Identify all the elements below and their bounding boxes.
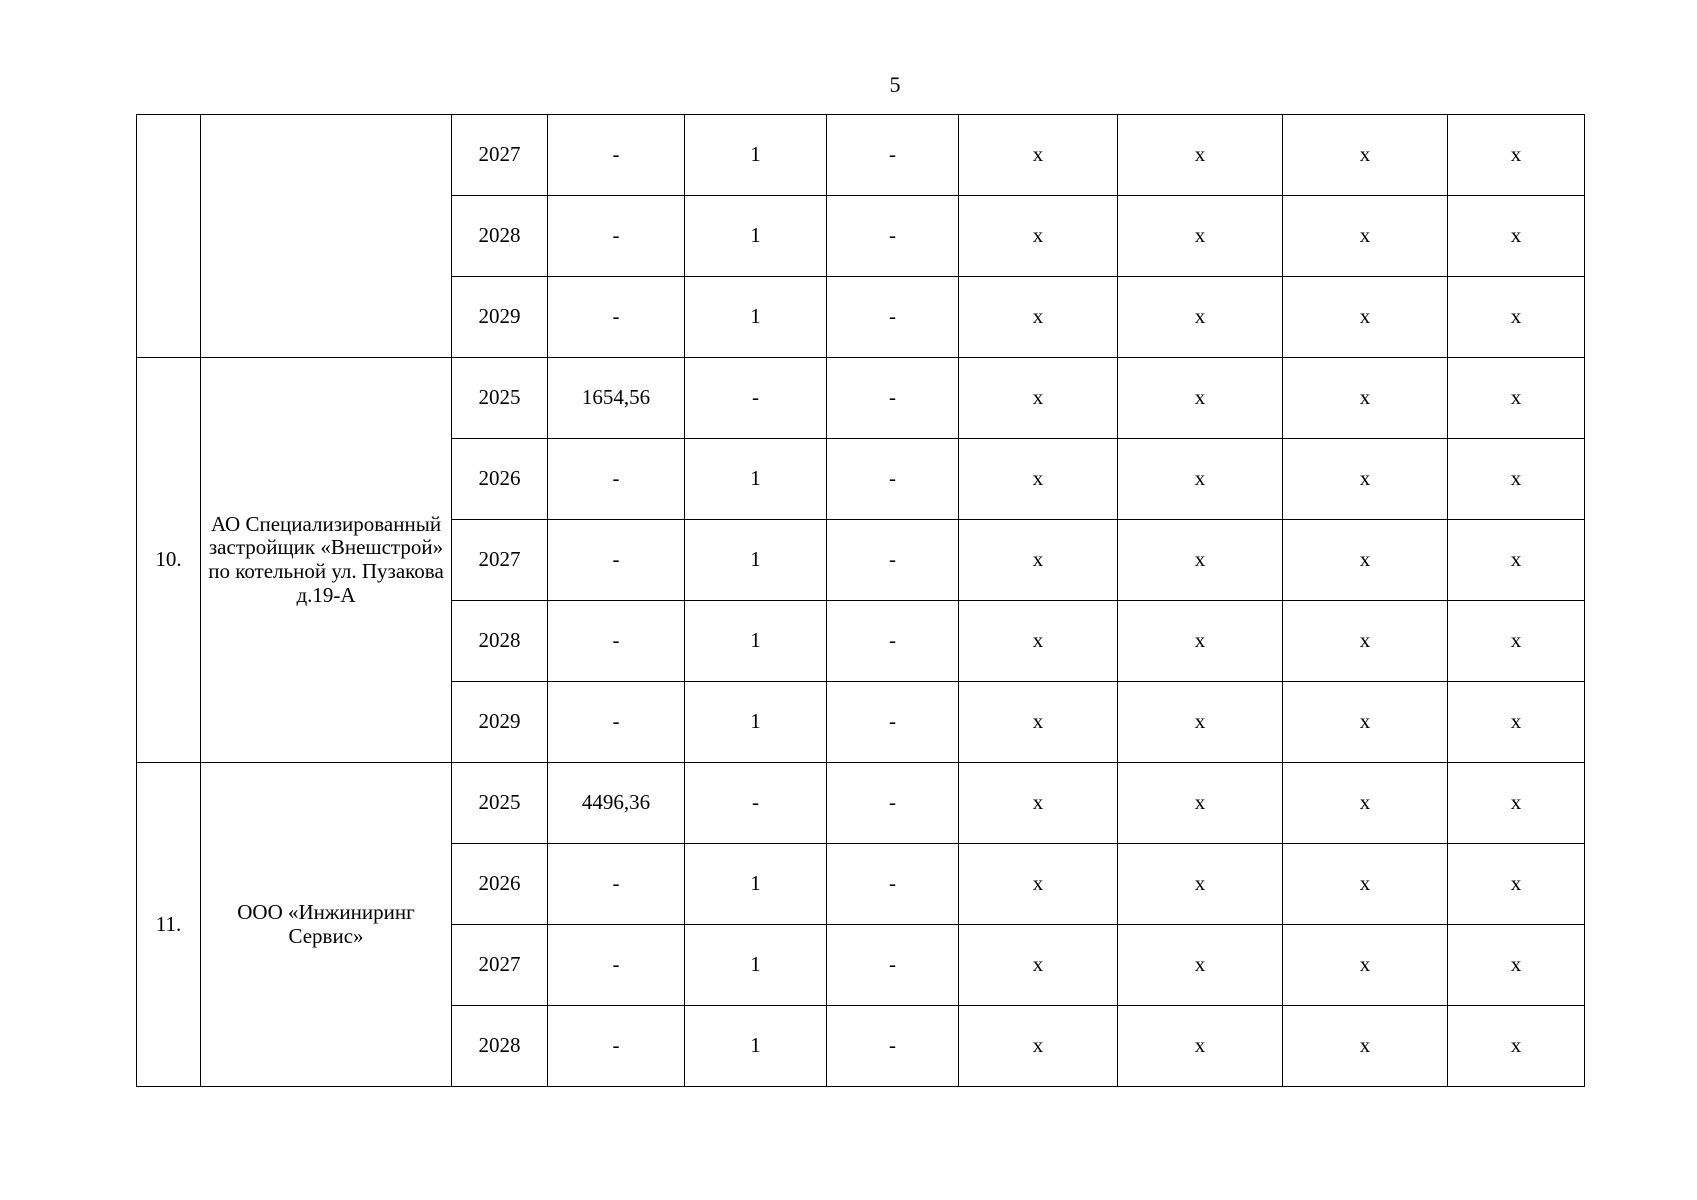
value-cell-c1: - bbox=[548, 520, 685, 601]
value-cell-c3: - bbox=[827, 277, 959, 358]
year-cell: 2025 bbox=[452, 763, 548, 844]
value-cell-c5: x bbox=[1118, 520, 1283, 601]
value-cell-c6: x bbox=[1283, 601, 1448, 682]
table-row bbox=[137, 115, 1585, 196]
value-cell-c4: x bbox=[959, 115, 1118, 196]
value-cell-c5: x bbox=[1118, 925, 1283, 1006]
value-cell-c7: x bbox=[1448, 115, 1585, 196]
value-cell-c4: x bbox=[959, 844, 1118, 925]
value-cell-c5: x bbox=[1118, 115, 1283, 196]
year-cell: 2026 bbox=[452, 844, 548, 925]
page-number: 5 bbox=[889, 72, 901, 97]
value-cell-c4: x bbox=[959, 1006, 1118, 1087]
value-cell-c6: x bbox=[1283, 115, 1448, 196]
value-cell-c4: x bbox=[959, 196, 1118, 277]
value-cell-c1: - bbox=[548, 601, 685, 682]
year-cell: 2028 bbox=[452, 196, 548, 277]
value-cell-c2: 1 bbox=[685, 925, 827, 1006]
value-cell-c6: x bbox=[1283, 1006, 1448, 1087]
value-cell-c2: 1 bbox=[685, 682, 827, 763]
value-cell-c7: x bbox=[1448, 682, 1585, 763]
value-cell-c4: x bbox=[959, 925, 1118, 1006]
value-cell-c2: 1 bbox=[685, 196, 827, 277]
value-cell-c6: x bbox=[1283, 439, 1448, 520]
year-cell: 2029 bbox=[452, 682, 548, 763]
row-number-cell bbox=[137, 115, 201, 358]
value-cell-c6: x bbox=[1283, 844, 1448, 925]
organization-cell: АО Специализированный застройщик «Внешстрой» по котельной ул. Пузакова д.19-А bbox=[201, 358, 452, 763]
year-cell: 2029 bbox=[452, 277, 548, 358]
value-cell-c3: - bbox=[827, 844, 959, 925]
value-cell-c2: 1 bbox=[685, 439, 827, 520]
value-cell-c1: - bbox=[548, 925, 685, 1006]
value-cell-c2: - bbox=[685, 358, 827, 439]
value-cell-c7: x bbox=[1448, 520, 1585, 601]
value-cell-c3: - bbox=[827, 763, 959, 844]
value-cell-c5: x bbox=[1118, 277, 1283, 358]
value-cell-c1: - bbox=[548, 196, 685, 277]
data-table bbox=[136, 114, 1585, 1087]
value-cell-c7: x bbox=[1448, 844, 1585, 925]
value-cell-c6: x bbox=[1283, 682, 1448, 763]
table-row bbox=[137, 358, 1585, 439]
value-cell-c3: - bbox=[827, 925, 959, 1006]
year-cell: 2027 bbox=[452, 520, 548, 601]
value-cell-c1: - bbox=[548, 115, 685, 196]
value-cell-c1: - bbox=[548, 844, 685, 925]
organization-cell bbox=[201, 115, 452, 358]
value-cell-c7: x bbox=[1448, 601, 1585, 682]
organization-cell: ООО «Инжиниринг Сервис» bbox=[201, 763, 452, 1087]
value-cell-c7: x bbox=[1448, 1006, 1585, 1087]
value-cell-c4: x bbox=[959, 439, 1118, 520]
value-cell-c1: - bbox=[548, 1006, 685, 1087]
value-cell-c6: x bbox=[1283, 520, 1448, 601]
value-cell-c7: x bbox=[1448, 196, 1585, 277]
value-cell-c7: x bbox=[1448, 763, 1585, 844]
value-cell-c2: 1 bbox=[685, 1006, 827, 1087]
year-cell: 2025 bbox=[452, 358, 548, 439]
value-cell-c5: x bbox=[1118, 682, 1283, 763]
year-cell: 2027 bbox=[452, 925, 548, 1006]
value-cell-c2: 1 bbox=[685, 277, 827, 358]
value-cell-c3: - bbox=[827, 1006, 959, 1087]
value-cell-c3: - bbox=[827, 196, 959, 277]
value-cell-c1: 1654,56 bbox=[548, 358, 685, 439]
value-cell-c7: x bbox=[1448, 358, 1585, 439]
value-cell-c7: x bbox=[1448, 439, 1585, 520]
value-cell-c4: x bbox=[959, 358, 1118, 439]
value-cell-c5: x bbox=[1118, 601, 1283, 682]
table-body bbox=[137, 115, 1585, 1087]
value-cell-c5: x bbox=[1118, 1006, 1283, 1087]
value-cell-c2: - bbox=[685, 763, 827, 844]
value-cell-c6: x bbox=[1283, 277, 1448, 358]
value-cell-c3: - bbox=[827, 682, 959, 763]
value-cell-c6: x bbox=[1283, 925, 1448, 1006]
year-cell: 2027 bbox=[452, 115, 548, 196]
value-cell-c5: x bbox=[1118, 763, 1283, 844]
value-cell-c1: - bbox=[548, 682, 685, 763]
value-cell-c4: x bbox=[959, 682, 1118, 763]
value-cell-c2: 1 bbox=[685, 115, 827, 196]
value-cell-c4: x bbox=[959, 520, 1118, 601]
value-cell-c3: - bbox=[827, 115, 959, 196]
value-cell-c7: x bbox=[1448, 277, 1585, 358]
value-cell-c5: x bbox=[1118, 358, 1283, 439]
value-cell-c1: - bbox=[548, 277, 685, 358]
value-cell-c3: - bbox=[827, 358, 959, 439]
value-cell-c5: x bbox=[1118, 196, 1283, 277]
value-cell-c6: x bbox=[1283, 358, 1448, 439]
value-cell-c2: 1 bbox=[685, 601, 827, 682]
year-cell: 2026 bbox=[452, 439, 548, 520]
value-cell-c6: x bbox=[1283, 196, 1448, 277]
value-cell-c7: x bbox=[1448, 925, 1585, 1006]
table-row bbox=[137, 763, 1585, 844]
row-number-cell: 10. bbox=[137, 358, 201, 763]
value-cell-c5: x bbox=[1118, 844, 1283, 925]
value-cell-c3: - bbox=[827, 601, 959, 682]
value-cell-c4: x bbox=[959, 601, 1118, 682]
value-cell-c2: 1 bbox=[685, 844, 827, 925]
value-cell-c4: x bbox=[959, 277, 1118, 358]
value-cell-c3: - bbox=[827, 439, 959, 520]
value-cell-c3: - bbox=[827, 520, 959, 601]
value-cell-c6: x bbox=[1283, 763, 1448, 844]
value-cell-c2: 1 bbox=[685, 520, 827, 601]
value-cell-c4: x bbox=[959, 763, 1118, 844]
value-cell-c5: x bbox=[1118, 439, 1283, 520]
value-cell-c1: 4496,36 bbox=[548, 763, 685, 844]
value-cell-c1: - bbox=[548, 439, 685, 520]
year-cell: 2028 bbox=[452, 601, 548, 682]
year-cell: 2028 bbox=[452, 1006, 548, 1087]
row-number-cell: 11. bbox=[137, 763, 201, 1087]
